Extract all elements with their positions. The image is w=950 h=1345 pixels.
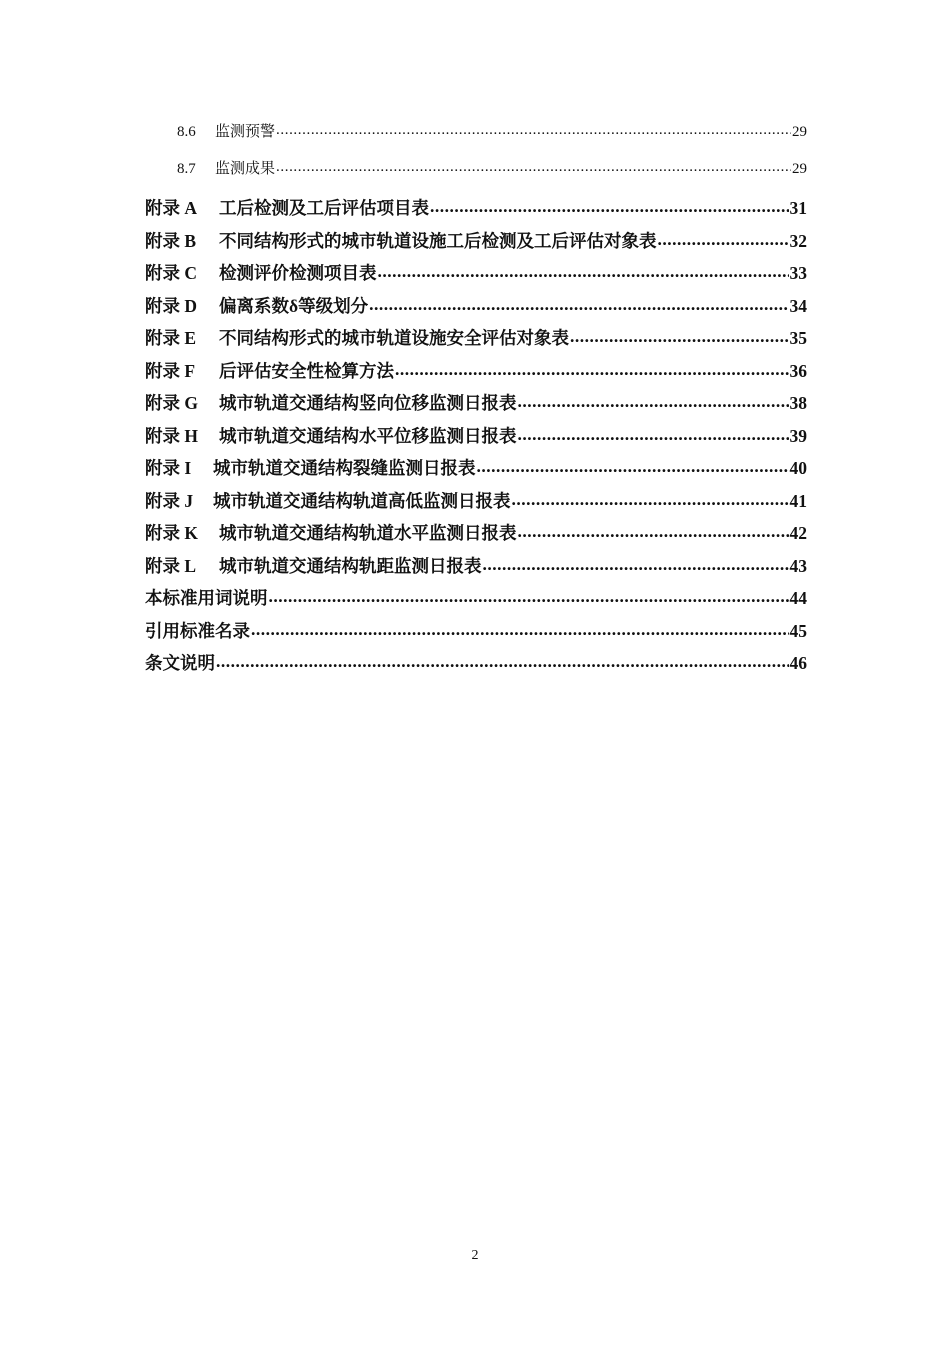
toc-dot-leader [276, 116, 791, 144]
toc-entry-title: 监测预警 [215, 124, 276, 140]
toc-entry-appendix-g[interactable] [145, 387, 807, 420]
toc-page-number: 29 [792, 124, 807, 140]
toc-entry-appendix-j[interactable] [145, 485, 807, 518]
toc-entry-title: 后评估安全性检算方法 [219, 360, 394, 381]
toc-entry-title: 城市轨道交通结构轨距监测日报表 [219, 555, 482, 576]
toc-page-number: 43 [789, 555, 807, 576]
toc-entry-appendix-a[interactable] [145, 192, 807, 225]
toc-appendix-number: 附录 C [145, 263, 198, 283]
toc-appendix-number: 附录 I [145, 458, 192, 478]
toc-entry-appendix-c[interactable] [145, 257, 807, 290]
toc-entry-8-7[interactable] [145, 155, 807, 192]
table-of-contents [145, 118, 807, 680]
toc-entry-appendix-l[interactable] [145, 550, 807, 583]
toc-entry-title: 城市轨道交通结构轨道高低监测日报表 [213, 490, 511, 511]
toc-page-number: 31 [789, 198, 807, 218]
toc-appendix-number: 附录 D [145, 295, 198, 316]
toc-dot-leader [658, 223, 789, 256]
toc-appendix-number: 附录 A [145, 198, 198, 218]
toc-appendix-number: 附录 J [145, 490, 194, 511]
toc-dot-leader [512, 483, 789, 516]
toc-page-number: 45 [789, 620, 807, 641]
toc-page-number: 38 [789, 393, 807, 413]
toc-section-number: 8.7 [177, 161, 196, 177]
toc-entry-title: 偏离系数δ等级划分 [219, 295, 369, 316]
toc-page-number: 32 [789, 230, 807, 251]
toc-page-number: 29 [792, 161, 807, 177]
toc-page-number: 34 [789, 295, 807, 316]
toc-entry-title: 检测评价检测项目表 [219, 263, 377, 283]
toc-appendix-number: 附录 B [145, 230, 197, 251]
toc-entry-clause-explanation[interactable] [145, 647, 807, 680]
toc-page-number: 35 [789, 328, 807, 348]
toc-entry-appendix-e[interactable] [145, 322, 807, 355]
toc-entry-appendix-b[interactable] [145, 225, 807, 258]
toc-appendix-number: 附录 K [145, 523, 198, 543]
page-footer-number: 2 [471, 1248, 479, 1263]
toc-page-number: 36 [789, 360, 807, 381]
toc-appendix-number: 附录 H [145, 425, 198, 446]
toc-appendix-number: 附录 F [145, 360, 196, 381]
toc-page-number: 39 [789, 425, 807, 446]
toc-dot-leader [518, 385, 789, 418]
toc-entry-title: 城市轨道交通结构竖向位移监测日报表 [219, 393, 517, 413]
toc-entry-appendix-i[interactable] [145, 452, 807, 485]
toc-entry-referenced-standards[interactable] [145, 615, 807, 648]
toc-entry-appendix-k[interactable] [145, 517, 807, 550]
toc-dot-leader [483, 548, 789, 581]
toc-entry-title: 工后检测及工后评估项目表 [219, 198, 429, 218]
toc-entry-8-6[interactable] [145, 118, 807, 155]
toc-entry-title: 城市轨道交通结构水平位移监测日报表 [219, 425, 517, 446]
toc-entry-appendix-h[interactable] [145, 420, 807, 453]
toc-dot-leader [378, 255, 789, 288]
toc-entry-title: 本标准用词说明 [145, 588, 268, 608]
toc-entry-title: 监测成果 [215, 161, 276, 177]
toc-appendix-number: 附录 E [145, 328, 197, 348]
toc-entry-term-explanation[interactable] [145, 582, 807, 615]
toc-entry-appendix-d[interactable] [145, 290, 807, 323]
toc-page-number: 40 [789, 458, 807, 478]
toc-dot-leader [216, 645, 789, 678]
toc-dot-leader [430, 190, 789, 223]
toc-appendix-number: 附录 G [145, 393, 198, 413]
toc-page-number: 42 [789, 523, 807, 543]
toc-entry-title: 城市轨道交通结构裂缝监测日报表 [213, 458, 476, 478]
toc-dot-leader [395, 353, 789, 386]
toc-entry-title: 不同结构形式的城市轨道设施工后检测及工后评估对象表 [219, 230, 657, 251]
toc-page-number: 46 [789, 653, 807, 673]
toc-dot-leader [518, 515, 789, 548]
toc-dot-leader [369, 288, 788, 321]
toc-appendix-number: 附录 L [145, 555, 197, 576]
toc-entry-title: 不同结构形式的城市轨道设施安全评估对象表 [219, 328, 569, 348]
toc-dot-leader [251, 613, 789, 646]
toc-page-number: 44 [789, 588, 807, 608]
toc-dot-leader [269, 580, 789, 613]
toc-dot-leader [570, 320, 789, 353]
toc-entry-title: 条文说明 [145, 653, 215, 673]
toc-entry-title: 引用标准名录 [145, 620, 250, 641]
toc-dot-leader [477, 450, 789, 483]
toc-dot-leader [518, 418, 789, 451]
toc-page-number: 41 [789, 490, 807, 511]
toc-entry-appendix-f[interactable] [145, 355, 807, 388]
toc-entry-title: 城市轨道交通结构轨道水平监测日报表 [219, 523, 517, 543]
toc-section-number: 8.6 [177, 124, 196, 140]
toc-dot-leader [276, 153, 791, 181]
toc-page-number: 33 [789, 263, 807, 283]
